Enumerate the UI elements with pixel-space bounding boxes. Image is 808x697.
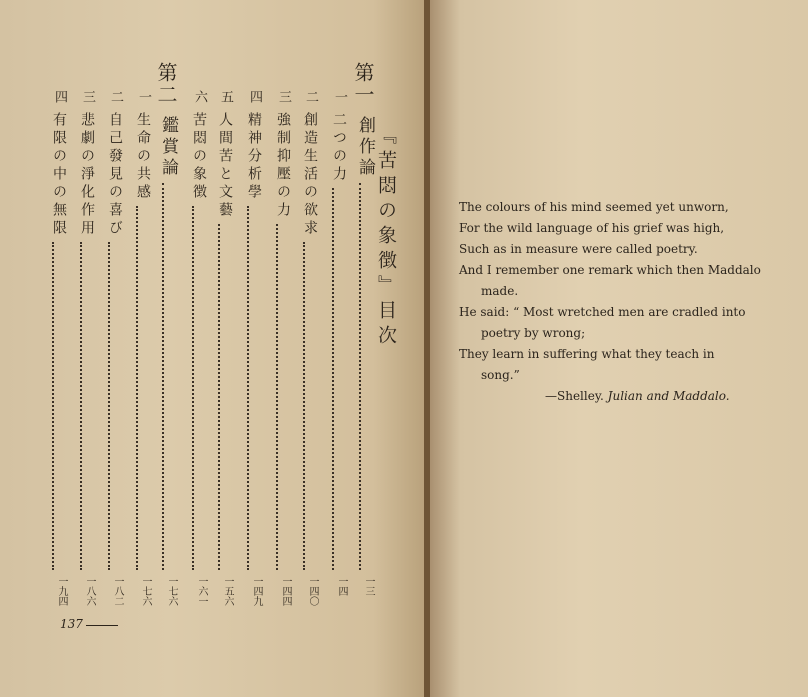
toc-entry-title: 二つの力: [331, 112, 347, 184]
toc-page-number: 一四九: [251, 576, 262, 606]
toc-entry: [124, 62, 150, 607]
toc-entry: [180, 62, 206, 607]
toc-entry-number: 四: [247, 90, 262, 103]
toc-entry: [320, 62, 346, 607]
epigraph-line: For the wild language of his grief was high,: [459, 221, 725, 235]
epigraph-attribution: [545, 386, 759, 407]
toc-entry-title: 生命の共感: [135, 112, 151, 202]
toc-page-number: 一八六: [84, 576, 95, 606]
epigraph-line: made.: [481, 284, 519, 298]
toc-entry-number: 五: [218, 90, 233, 103]
toc-leader-dots: [108, 242, 110, 570]
epigraph-line: And I remember one remark which then Maddalo: [459, 263, 761, 277]
toc-page-number: 一四〇: [307, 576, 318, 606]
toc-entry-number: 三: [80, 90, 95, 103]
attribution-work: Julian and Maddalo.: [607, 389, 730, 403]
toc-leader-dots: [136, 206, 138, 570]
toc-page-number: 一四四: [280, 576, 291, 606]
toc-entry: [68, 62, 94, 607]
toc-entry-number: 四: [52, 90, 67, 103]
toc-entry-number: 一: [136, 90, 151, 103]
toc-leader-dots: [276, 224, 278, 570]
toc-entry-number: 一: [332, 90, 347, 103]
toc-page-number: 一六一: [196, 576, 207, 606]
toc-leader-dots: [80, 242, 82, 570]
toc-entry: [235, 62, 261, 607]
toc-entry-title: 悲劇の淨化作用: [79, 112, 95, 238]
toc-leader-dots: [247, 206, 249, 570]
toc-leader-dots: [162, 183, 164, 570]
toc-entry-title: 精神分析學: [246, 112, 262, 202]
attribution-author: —Shelley.: [545, 389, 604, 403]
toc-leader-dots: [303, 242, 305, 570]
toc-leader-dots: [359, 183, 361, 570]
epigraph-line: Such as in measure were called poetry.: [459, 242, 698, 256]
toc-title: 『苦悶の象徴』目次: [375, 125, 397, 350]
toc-entry-title: 有限の中の無限: [51, 112, 67, 238]
toc-page-number: 一七六: [166, 576, 177, 606]
epigraph-line: They learn in suffering what they teach in: [459, 347, 715, 361]
epigraph-lines: [459, 197, 759, 386]
toc-entry-title: 創造生活の欲求: [302, 112, 318, 238]
toc-entry: [291, 62, 317, 607]
toc-part-title: 創作論: [355, 116, 375, 179]
toc-part-label: 第一: [351, 62, 375, 106]
toc-page-number: 一七六: [140, 576, 151, 606]
toc-page-number: 一五六: [222, 576, 233, 606]
toc-part-title: 鑑賞論: [158, 116, 178, 179]
toc-leader-dots: [52, 242, 54, 570]
toc-page-number: 一四: [336, 576, 347, 596]
toc-entry: [96, 62, 122, 607]
page-number: 137: [60, 617, 83, 631]
toc-entry-title: 自己發見の喜び: [107, 112, 123, 238]
toc-leader-dots: [192, 206, 194, 570]
epigraph-line: He said: “ Most wretched men are cradled into: [459, 305, 746, 319]
toc-entry-number: 三: [276, 90, 291, 103]
epigraph-line: song.”: [481, 368, 520, 382]
toc-entry-number: 二: [108, 90, 123, 103]
toc-page-number: 一三: [363, 576, 374, 596]
toc-part-heading: [150, 62, 176, 607]
epigraph-line: The colours of his mind seemed yet unworn,: [459, 200, 729, 214]
folio-rule: [86, 625, 118, 626]
toc-entry-title: 人間苦と文藝: [217, 112, 233, 220]
toc-leader-dots: [332, 188, 334, 570]
toc-leader-dots: [218, 224, 220, 570]
toc-entry-number: 六: [192, 90, 207, 103]
epigraph: [459, 197, 759, 407]
toc-entry-title: 強制抑壓の力: [275, 112, 291, 220]
epigraph-line: poetry by wrong;: [481, 326, 586, 340]
toc-entry-title: 苦悶の象徴: [191, 112, 207, 202]
toc-part-label: 第二: [154, 62, 178, 106]
toc-part-heading: [347, 62, 373, 607]
toc-entry: [206, 62, 232, 607]
toc-entry: [264, 62, 290, 607]
toc-page-number: 一八二: [112, 576, 123, 606]
toc-page-number: 一九四: [56, 576, 67, 606]
toc-entry: [40, 62, 66, 607]
toc-entry-number: 二: [303, 90, 318, 103]
